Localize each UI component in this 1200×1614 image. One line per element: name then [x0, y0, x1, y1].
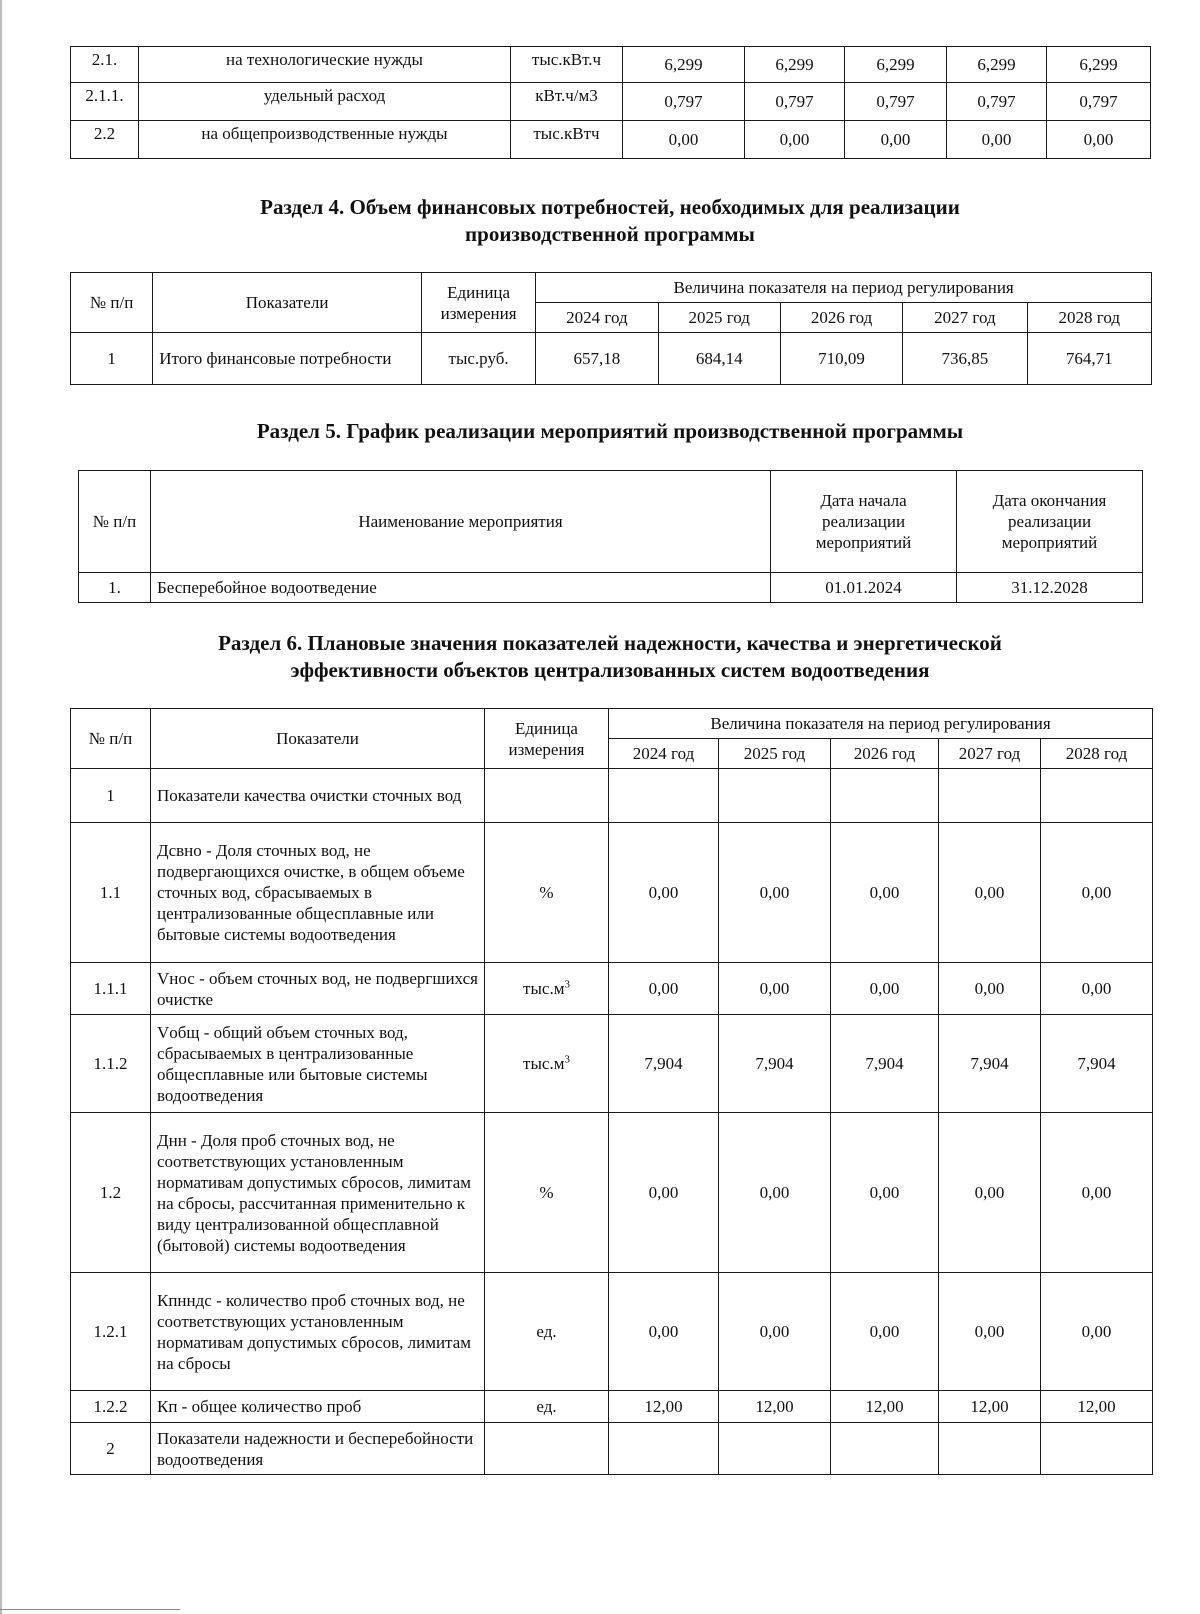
row-indicator: на технологические нужды [139, 47, 511, 83]
row-value: 657,18 [536, 333, 658, 385]
row-number: 1.2.1 [71, 1273, 151, 1391]
row-value: 6,299 [947, 47, 1047, 83]
unit-text: % [539, 1183, 554, 1202]
unit-text: тыс.м [523, 1054, 565, 1073]
header-year: 2028 год [1041, 739, 1153, 769]
row-value: 6,299 [623, 47, 745, 83]
row-value: 0,00 [845, 121, 947, 159]
row-unit: кВт.ч/м3 [511, 83, 623, 121]
header-indicators: Показатели [153, 273, 422, 333]
row-unit: тыс.руб. [421, 333, 535, 385]
unit-superscript: 3 [564, 1053, 570, 1066]
row-unit: тыс.кВт.ч [511, 47, 623, 83]
row-number: 1.2.2 [71, 1391, 151, 1423]
table-row [71, 1391, 1153, 1423]
row-value [609, 769, 719, 823]
row-value: 0,00 [831, 1273, 939, 1391]
row-indicator: удельный расход [139, 83, 511, 121]
section6-title: Раздел 6. Плановые значения показателей надежности, качества и энергетической эффективности объектов централизованных систем водоотведения [218, 631, 1002, 682]
row-value [719, 1423, 831, 1475]
row-value: 7,904 [609, 1015, 719, 1113]
header-year: 2024 год [536, 303, 658, 333]
table-row [71, 769, 1153, 823]
row-value: 12,00 [831, 1391, 939, 1423]
header-year: 2027 год [903, 303, 1027, 333]
row-value [831, 769, 939, 823]
row-value [609, 1423, 719, 1475]
row-unit [485, 823, 609, 963]
row-number: 2.1.1. [71, 83, 139, 121]
header-unit: Единица измерения [421, 273, 535, 333]
table-row [71, 121, 1151, 159]
row-number: 2.1. [71, 47, 139, 83]
row-value: 0,00 [1041, 1273, 1153, 1391]
table-row [71, 1015, 1153, 1113]
row-value: 0,797 [845, 83, 947, 121]
header-num: № п/п [79, 471, 151, 573]
table-row [79, 573, 1143, 603]
row-indicator: Дсвно - Доля сточных вод, не подвергающихся очистке, в общем объеме сточных вод, сбрасываемых в централизованные общесплавные или бытовые системы водоотведения [151, 823, 485, 963]
row-value: 0,00 [609, 1273, 719, 1391]
financial-needs-table [70, 272, 1152, 385]
header-year: 2024 год [609, 739, 719, 769]
row-number: 1 [71, 333, 153, 385]
row-value: 0,00 [947, 121, 1047, 159]
row-value: 7,904 [1041, 1015, 1153, 1113]
header-year: 2026 год [831, 739, 939, 769]
row-value: 7,904 [939, 1015, 1041, 1113]
row-value [939, 1423, 1041, 1475]
row-value: 736,85 [903, 333, 1027, 385]
unit-text: тыс.м [523, 979, 565, 998]
schedule-table [78, 470, 1143, 603]
row-value: 0,00 [1041, 963, 1153, 1015]
row-number: 2.2 [71, 121, 139, 159]
row-value [1041, 769, 1153, 823]
row-indicator: Днн - Доля проб сточных вод, не соответствующих установленным нормативам допустимых сбросов, лимитам на сбросы, рассчитанная применительно к виду централизованной общесплавной (бытовой) системы водоотведения [151, 1113, 485, 1273]
header-end-date: Дата окончания реализации мероприятий [957, 471, 1143, 573]
row-value: 0,00 [719, 963, 831, 1015]
row-value: 12,00 [609, 1391, 719, 1423]
table-row [71, 963, 1153, 1015]
row-value: 710,09 [780, 333, 902, 385]
scan-edge [0, 0, 2, 1614]
unit-text: ед. [536, 1397, 557, 1416]
header-period: Величина показателя на период регулирования [536, 273, 1152, 303]
row-value: 0,00 [831, 823, 939, 963]
row-value: 764,71 [1027, 333, 1151, 385]
section4-title: Раздел 4. Объем финансовых потребностей, необходимых для реализации производственной программы [260, 195, 960, 246]
row-end-date: 31.12.2028 [957, 573, 1143, 603]
unit-superscript: 3 [564, 978, 570, 991]
row-value: 0,00 [939, 823, 1041, 963]
table-row [71, 83, 1151, 121]
row-value: 0,00 [1041, 823, 1153, 963]
row-value: 0,00 [609, 963, 719, 1015]
table-row [71, 1423, 1153, 1475]
row-value: 0,00 [1047, 121, 1151, 159]
row-number: 1.2 [71, 1113, 151, 1273]
header-year: 2028 год [1027, 303, 1151, 333]
row-value: 0,00 [1041, 1113, 1153, 1273]
row-indicator: Кпнндс - количество проб сточных вод, не соответствующих установленным нормативам допустимых сбросов, лимитам на сбросы [151, 1273, 485, 1391]
row-value: 12,00 [1041, 1391, 1153, 1423]
row-start-date: 01.01.2024 [771, 573, 957, 603]
header-start-date: Дата начала реализации мероприятий [771, 471, 957, 573]
row-value: 684,14 [658, 333, 780, 385]
header-indicators: Показатели [151, 709, 485, 769]
row-value: 0,797 [1047, 83, 1151, 121]
row-value: 0,00 [939, 963, 1041, 1015]
row-value [831, 1423, 939, 1475]
row-value: 6,299 [745, 47, 845, 83]
row-unit [485, 1391, 609, 1423]
header-unit: Единица измерения [485, 709, 609, 769]
row-value: 0,797 [745, 83, 845, 121]
row-value: 0,00 [831, 963, 939, 1015]
row-value: 0,00 [623, 121, 745, 159]
row-value: 7,904 [719, 1015, 831, 1113]
row-unit [485, 1273, 609, 1391]
row-indicator: Итого финансовые потребности [153, 333, 422, 385]
row-value: 0,00 [831, 1113, 939, 1273]
header-year: 2025 год [658, 303, 780, 333]
row-event-name: Бесперебойное водоотведение [151, 573, 771, 603]
table-row [71, 1113, 1153, 1273]
header-year: 2027 год [939, 739, 1041, 769]
row-value: 0,00 [609, 1113, 719, 1273]
row-number: 1.1.2 [71, 1015, 151, 1113]
row-value: 0,797 [623, 83, 745, 121]
row-value: 6,299 [1047, 47, 1151, 83]
table-row [71, 1273, 1153, 1391]
row-value: 0,00 [719, 823, 831, 963]
row-indicator: Vнос - объем сточных вод, не подвергшихся очистке [151, 963, 485, 1015]
row-indicator: Vобщ - общий объем сточных вод, сбрасываемых в централизованные общесплавные или бытовые системы водоотведения [151, 1015, 485, 1113]
row-value: 0,00 [609, 823, 719, 963]
header-num: № п/п [71, 273, 153, 333]
row-unit [485, 769, 609, 823]
row-unit: тыс.кВтч [511, 121, 623, 159]
row-value: 0,00 [939, 1113, 1041, 1273]
row-number: 2 [71, 1423, 151, 1475]
row-value: 0,797 [947, 83, 1047, 121]
row-number: 1.1.1 [71, 963, 151, 1015]
row-unit [485, 963, 609, 1015]
row-value: 6,299 [845, 47, 947, 83]
row-number: 1. [79, 573, 151, 603]
row-value [719, 769, 831, 823]
row-number: 1 [71, 769, 151, 823]
row-indicator: Кп - общее количество проб [151, 1391, 485, 1423]
unit-text: ед. [536, 1322, 557, 1341]
header-event-name: Наименование мероприятия [151, 471, 771, 573]
row-value: 0,00 [745, 121, 845, 159]
section5-title: Раздел 5. График реализации мероприятий производственной программы [256, 419, 964, 443]
header-year: 2026 год [780, 303, 902, 333]
header-num: № п/п [71, 709, 151, 769]
unit-text: % [539, 883, 554, 902]
table-row [71, 47, 1151, 83]
performance-indicators-table [70, 708, 1153, 1475]
energy-consumption-table [70, 46, 1151, 159]
table-row [71, 823, 1153, 963]
row-indicator: Показатели качества очистки сточных вод [151, 769, 485, 823]
scan-artifact-line [0, 1609, 180, 1610]
row-unit [485, 1015, 609, 1113]
row-indicator: Показатели надежности и бесперебойности водоотведения [151, 1423, 485, 1475]
row-value: 7,904 [831, 1015, 939, 1113]
row-unit [485, 1423, 609, 1475]
row-unit [485, 1113, 609, 1273]
table-row [71, 333, 1152, 385]
row-value: 12,00 [939, 1391, 1041, 1423]
row-value [1041, 1423, 1153, 1475]
row-number: 1.1 [71, 823, 151, 963]
row-value: 12,00 [719, 1391, 831, 1423]
row-indicator: на общепроизводственные нужды [139, 121, 511, 159]
row-value: 0,00 [939, 1273, 1041, 1391]
row-value: 0,00 [719, 1113, 831, 1273]
header-year: 2025 год [719, 739, 831, 769]
header-period: Величина показателя на период регулирования [609, 709, 1153, 739]
row-value: 0,00 [719, 1273, 831, 1391]
row-value [939, 769, 1041, 823]
